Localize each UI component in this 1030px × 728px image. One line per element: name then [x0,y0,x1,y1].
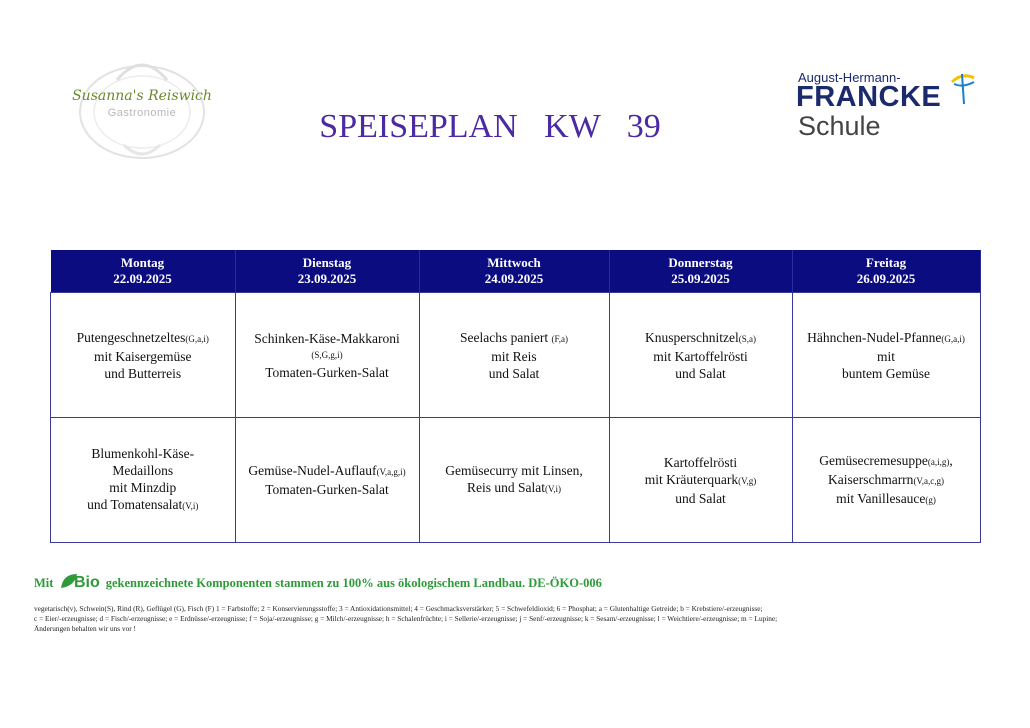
day-header-friday [792,250,980,293]
menu-cell-wednesday-1 [419,293,609,418]
menu-cell-tuesday-1 [235,293,419,418]
dish-text: mit Minzdip [109,480,177,495]
dish-text: mit Kaisergemüse [93,348,192,364]
day-header-monday [51,250,236,293]
school-logo-bottom: Schule [798,111,881,141]
day-header-tuesday [235,250,419,293]
allergen-tag: (V,i) [182,501,199,511]
allergen-tag: (S,G,g,i) [311,349,343,360]
allergen-tag: (a,i,g) [927,456,950,467]
day-name: Montag [120,255,165,270]
menu-table [50,250,981,543]
bio-leaf-icon [59,572,101,590]
menu-cell-thursday-1 [609,293,792,418]
day-date: 24.09.2025 [484,271,544,286]
caterer-logo [62,50,222,165]
dish-text: Gemüsecurry mit Linsen, [445,463,583,478]
dish-text: Kartoffelrösti [663,454,738,470]
dish-text: Blumenkohl-Käse- [91,446,195,461]
allergen-tag: (V,a,c,g) [913,475,945,486]
day-date: 25.09.2025 [671,271,730,286]
allergen-tag: (V,i) [544,484,562,494]
allergen-tag: (G,a,i) [185,333,209,344]
day-name: Donnerstag [668,255,733,270]
school-cross-icon [948,70,978,110]
dish-text: mit Reis [491,348,537,364]
dish-text: Tomaten-Gurken-Salat [265,364,389,380]
menu-cell-friday-1 [792,293,980,418]
dish-text: Reis und Salat [466,480,545,495]
school-logo-name: FRANCKE [796,81,942,113]
day-name: Mittwoch [487,255,541,270]
school-logo [796,70,986,150]
dish-text: und Salat [675,490,726,506]
school-logo-top: August-Hermann- [798,70,901,85]
menu-cell-tuesday-2 [235,418,419,543]
day-name: Freitag [865,255,907,270]
dish-text: und Salat [675,365,726,381]
allergen-legend [34,604,984,634]
bio-notice-text: gekennzeichnete Komponenten stammen zu 100% aus ökologischem Landbau. DE-ÖKO-006 [105,576,602,590]
dish-text: Gemüsecremesuppe [819,452,928,468]
allergen-tag: (S,a) [738,333,756,344]
dish-text: mit Vanillesauce [836,490,926,506]
dish-text: Gemüse-Nudel-Auflauf [248,463,377,478]
dish-text: Kaiserschmarrn [827,471,914,487]
menu-row-1 [51,293,981,418]
day-date: 26.09.2025 [856,271,916,286]
legend-line: vegetarisch(v), Schwein(S), Rind (R), Geflügel (G), Fisch (F) 1 = Farbstoffe; 2 = Konservierungsstoffe; 3 = Antioxidationsmittel; 4 = Geschmacksverstärker; 5 = Schwefeldioxid; 6 = Phosphat; a = Glutenhaltige Getreide; b = Krebstiere/-erzeugnisse; [34,604,763,613]
allergen-tag: (F,a) [551,333,568,344]
day-header-wednesday [419,250,609,293]
day-header-row [51,250,981,293]
allergen-tag: (V,g) [738,475,757,486]
day-date: 22.09.2025 [113,271,172,286]
dish-text: Knusperschnitzel [645,329,739,345]
menu-cell-wednesday-2 [419,418,609,543]
menu-cell-thursday-2 [609,418,792,543]
dish-text: mit [876,348,895,364]
dish-text: und Butterreis [104,365,182,381]
dish-text: Hähnchen-Nudel-Pfanne [807,329,942,345]
day-header-thursday [609,250,792,293]
menu-cell-monday-2 [51,418,236,543]
legend-line: c = Eier/-erzeugnisse; d = Fisch/-erzeugnisse; e = Erdnüsse/-erzeugnisse; f = Soja/-erzeugnisse; g = Milch/-erzeugnisse; h = Schalenfrüchte; i = Sellerie/-erzeugnisse; j = Senf/-erzeugnisse; k = Sesam/-erzeugnisse; l = Weichtiere/-erzeugnisse; m = Lupine; [34,614,778,623]
caterer-brand-name: Susanna's Reiswich [72,88,212,104]
caterer-brand-subtitle: Gastronomie [107,107,177,119]
allergen-tag: (G,a,i) [941,333,965,344]
allergen-tag: (g) [925,494,936,505]
dish-text: mit Kräuterquark [644,471,739,487]
day-name: Dienstag [302,255,352,270]
bio-logo-text: Bio [73,574,100,590]
allergen-tag: (V,a,g,i) [376,467,406,477]
legend-line: Änderungen behalten wir uns vor ! [34,624,136,633]
dish-text: und Tomatensalat [87,497,183,512]
menu-cell-monday-1 [51,293,236,418]
dish-text: , [949,452,953,468]
menu-row-2 [51,418,981,543]
bio-notice [34,572,734,591]
dish-text: Tomaten-Gurken-Salat [265,482,389,497]
dish-text: mit Kartoffelrösti [653,348,748,364]
dish-text: Seelachs paniert [460,329,552,345]
dish-text: buntem Gemüse [841,365,931,381]
dish-text: Putengeschnetzeltes [76,329,186,345]
dish-text: und Salat [488,365,540,381]
bio-notice-prefix: Mit [34,576,54,590]
page-title: SPEISEPLAN KW 39 [319,108,661,145]
dish-text: Schinken-Käse-Makkaroni [254,330,400,346]
dish-text: Medaillons [112,463,174,478]
day-date: 23.09.2025 [297,271,357,286]
menu-cell-friday-2 [792,418,980,543]
